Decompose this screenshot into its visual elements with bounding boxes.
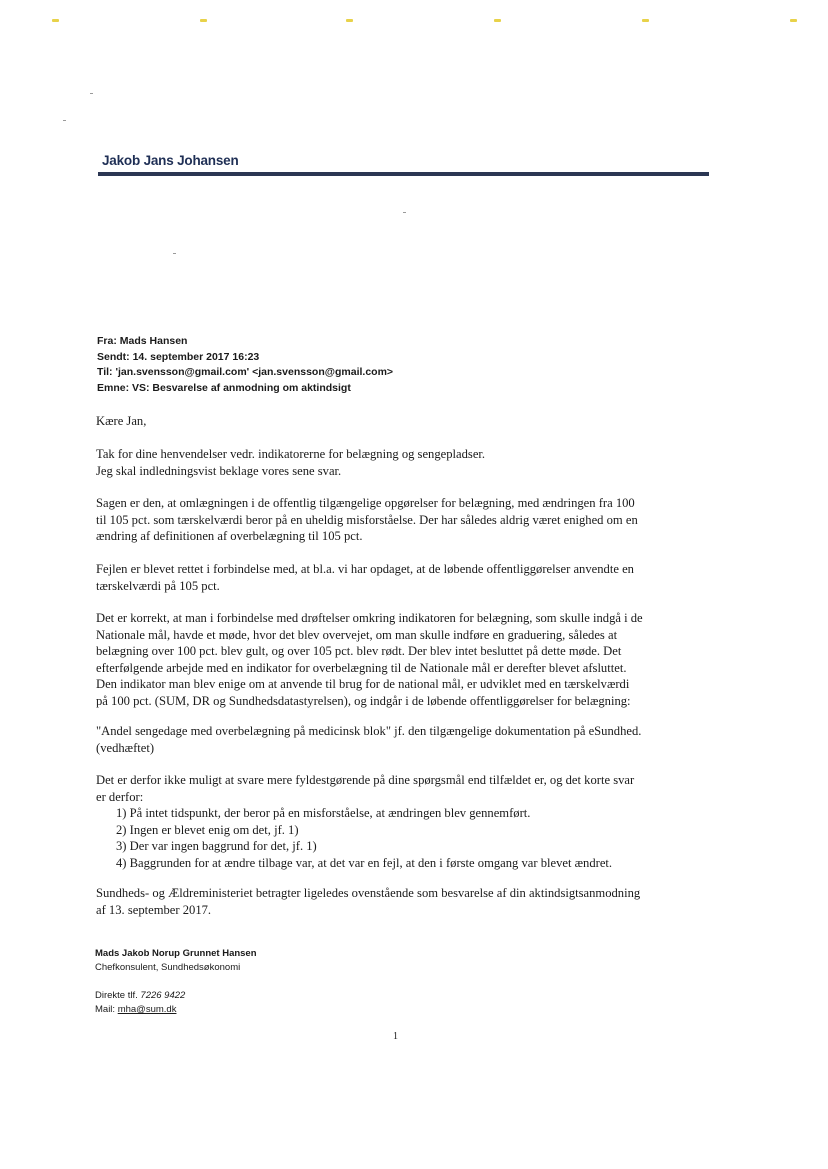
- scan-mark: [494, 19, 501, 22]
- paragraph-line: Sundheds- og Ældreministeriet betragter ligeledes ovenstående som besvarelse af din aktindsigtsanmodning: [96, 886, 641, 900]
- scan-mark: [790, 19, 797, 22]
- scan-mark: [52, 19, 59, 22]
- scan-speck: [90, 93, 93, 94]
- greeting: [96, 413, 146, 430]
- page-number: 1: [393, 1031, 398, 1042]
- to-label: Til:: [97, 366, 113, 378]
- paragraph-line: efterfølgende arbejde med en indikator for overbelægning til de Nationale mål er derefter blevet afsluttet.: [96, 660, 627, 675]
- subject-row: [97, 381, 393, 397]
- paragraph-1: [96, 446, 485, 479]
- scan-speck: [403, 212, 406, 213]
- paragraph-7: [96, 885, 640, 918]
- paragraph-5: [96, 723, 641, 756]
- paragraph-line: Fejlen er blevet rettet i forbindelse med, at bl.a. vi har opdaget, at de løbende offentliggørelser anvendte en: [96, 562, 634, 576]
- paragraph-line: Det er korrekt, at man i forbindelse med drøftelser omkring indikatoren for belægning, som skulle indgå i de: [96, 611, 643, 625]
- to-value: 'jan.svensson@gmail.com' <jan.svensson@gmail.com>: [115, 366, 394, 378]
- phone-label: Direkte tlf.: [95, 990, 138, 1001]
- subject-value: VS: Besvarelse af anmodning om aktindsigt: [132, 381, 351, 394]
- list-item: 4) Baggrunden for at ændre tilbage var, at det var en fejl, at den i første omgang var blevet ændret.: [116, 855, 613, 870]
- paragraph-2: [96, 495, 638, 545]
- mail-label: Mail:: [95, 1004, 116, 1015]
- paragraph-line: til 105 pct. som tærskelværdi beror på en uheldig misforståelse. Der har således aldrig været enighed om en: [96, 512, 638, 527]
- paragraph-4: [96, 610, 643, 709]
- mail-link[interactable]: mha@sum.dk: [117, 1004, 177, 1015]
- paragraph-line: på 100 pct. (SUM, DR og Sundhedsdatastyrelsen), og indgår i de løbende offentliggørelser for belægning:: [96, 693, 631, 708]
- signature-block: [95, 947, 257, 975]
- scan-mark: [200, 19, 207, 22]
- to-row: [97, 365, 393, 381]
- paragraph-line: tærskelværdi på 105 pct.: [96, 578, 220, 593]
- header-divider: [98, 172, 709, 176]
- mail-row: [95, 1003, 185, 1017]
- contact-block: [95, 989, 185, 1017]
- scan-speck: [63, 120, 66, 121]
- sent-row: [97, 350, 393, 366]
- scan-mark: [346, 19, 353, 22]
- paragraph-line: Det er derfor ikke muligt at svare mere fyldestgørende på dine spørgsmål end tilfældet er, og det korte svar: [96, 773, 635, 787]
- sent-value: 14. september 2017 16:23: [132, 350, 260, 363]
- list-item: 1) På intet tidspunkt, der beror på en misforståelse, at ændringen blev gennemført.: [116, 806, 531, 820]
- list-item: 3) Der var ingen baggrund for det, jf. 1): [116, 839, 317, 853]
- paragraph-line: Sagen er den, at omlægningen i de offentlig tilgængelige opgørelser for belægning, med ændringen fra 100: [96, 496, 635, 510]
- list-item: 2) Ingen er blevet enig om det, jf. 1): [116, 822, 299, 837]
- sent-label: Sendt:: [97, 350, 130, 363]
- paragraph-line: af 13. september 2017.: [96, 902, 212, 917]
- paragraph-line: er derfor:: [96, 789, 144, 804]
- email-metadata: [97, 334, 393, 396]
- phone-row: [95, 989, 185, 1003]
- signature-title: Chefkonsulent, Sundhedsøkonomi: [95, 962, 241, 973]
- paragraph-line: Nationale mål, havde et møde, hvor det blev overvejet, om man skulle indføre en graduering, således at: [96, 627, 618, 642]
- paragraph-line: belægning over 100 pct. blev gult, og over 105 pct. blev rødt. Der blev intet besluttet på dette møde. Det: [96, 644, 622, 658]
- sender-header-name: Jakob Jans Johansen: [102, 153, 239, 168]
- subject-label: Emne:: [97, 381, 130, 394]
- paragraph-line: Jeg skal indledningsvist beklage vores sene svar.: [96, 463, 342, 478]
- paragraph-line: "Andel sengedage med overbelægning på medicinsk blok" jf. den tilgængelige dokumentation på eSundhed.: [96, 724, 642, 738]
- scan-mark: [642, 19, 649, 22]
- paragraph-6: [96, 772, 634, 871]
- from-label: Fra:: [97, 335, 117, 347]
- signature-name: Mads Jakob Norup Grunnet Hansen: [95, 948, 257, 959]
- paragraph-line: ændring af definitionen af overbelægning til 105 pct.: [96, 529, 363, 543]
- paragraph-line: Den indikator man blev enige om at anvende til brug for de national mål, er udviklet med en tærskelværdi: [96, 677, 630, 691]
- paragraph-line: (vedhæftet): [96, 740, 155, 755]
- phone-value: 7226 9422: [140, 990, 186, 1001]
- from-value: Mads Hansen: [119, 335, 188, 347]
- greeting-text: Kære Jan,: [96, 414, 147, 428]
- scan-speck: [173, 253, 176, 254]
- from-row: [97, 334, 393, 350]
- paragraph-line: Tak for dine henvendelser vedr. indikatorerne for belægning og sengepladser.: [96, 447, 486, 461]
- paragraph-3: [96, 561, 634, 594]
